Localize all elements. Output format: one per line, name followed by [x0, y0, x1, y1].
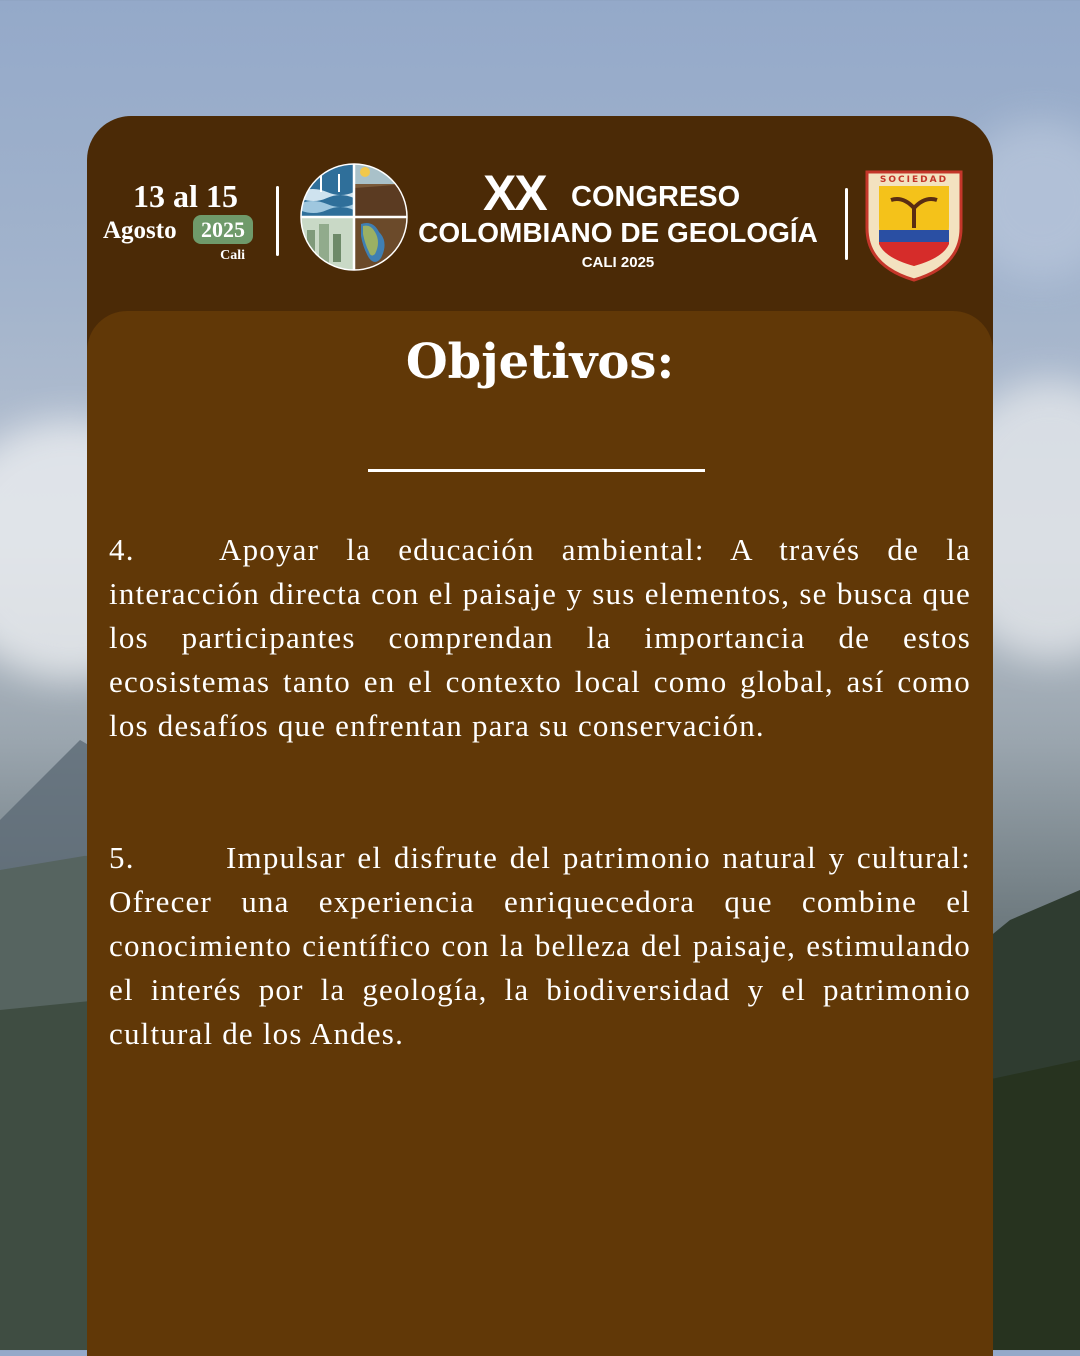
objectives-panel [87, 311, 993, 1356]
event-date-range: 13 al 15 [133, 178, 238, 214]
congress-title-line3: CALI 2025 [581, 254, 655, 271]
header-divider-right [845, 188, 848, 260]
objective-number: 5. [109, 840, 135, 875]
congress-title-numeral: XX [483, 165, 546, 221]
title-underline-divider [368, 469, 705, 472]
objective-item-5 [109, 836, 971, 1056]
congress-quadrant-logo-icon [299, 162, 409, 272]
society-shield-logo-icon [863, 166, 965, 284]
card-header [87, 116, 993, 311]
congress-title-line1: CONGRESO [571, 181, 741, 213]
header-divider-left [276, 186, 279, 256]
congress-title-line2: COLOMBIANO DE GEOLOGÍA [418, 217, 818, 248]
content-card [87, 116, 993, 1356]
objective-number: 4. [109, 532, 135, 567]
objective-text: Impulsar el disfrute del patrimonio natural y cultural: Ofrecer una experiencia enriquecedora que combine el conocimiento científico con la belleza del paisaje, estimulando el interés por la geología, la biodiversidad y el patrimonio cultural de los Andes. [109, 840, 971, 1051]
objective-text: Apoyar la educación ambiental: A través de la interacción directa con el paisaje y sus elementos, se busca que los participantes comprendan la importancia de estos ecosistemas tanto en el contexto local como global, así como los desafíos que enfrentan para su conservación. [109, 532, 971, 743]
event-month: Agosto [103, 217, 177, 244]
event-city: Cali [220, 248, 245, 263]
event-year-badge: 2025 [193, 215, 253, 244]
objective-item-4 [109, 528, 971, 748]
page-title: Objetivos: [405, 334, 675, 390]
society-logo-text-top: SOCIEDAD [879, 175, 949, 185]
